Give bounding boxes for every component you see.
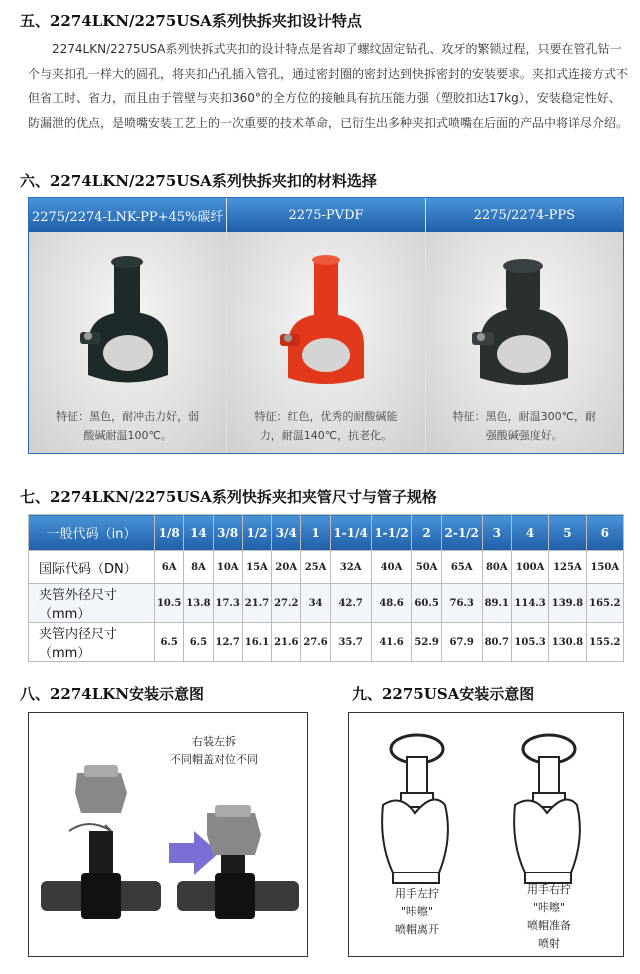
table-cell: 2-1/2 <box>441 515 482 551</box>
usa-left-line1: 用手左拧 <box>395 887 439 900</box>
row-label: 一般代码（in） <box>29 515 155 551</box>
table-cell: 1 <box>301 515 330 551</box>
material-title: 2275/2274-PPS <box>426 198 623 232</box>
table-cell: 3 <box>482 515 511 551</box>
table-cell: 4 <box>511 515 548 551</box>
lkn-install-illustration <box>29 713 307 956</box>
table-cell: 17.3 <box>213 584 242 623</box>
table-cell: 165.2 <box>586 584 623 623</box>
black-clamp-image <box>68 250 188 400</box>
table-cell: 6 <box>586 515 623 551</box>
material-title: 2275/2274-LNK-PP+45%碳纤 <box>29 198 226 232</box>
table-cell: 6A <box>155 551 184 584</box>
table-cell: 21.6 <box>272 623 301 662</box>
table-cell: 14 <box>184 515 213 551</box>
table-cell: 130.8 <box>549 623 586 662</box>
table-cell: 3/4 <box>272 515 301 551</box>
usa-right-line4: 喷射 <box>538 937 560 950</box>
row-label: 夹管内径尺寸（mm） <box>29 623 155 662</box>
table-cell: 2 <box>412 515 441 551</box>
usa-install-diagram <box>348 712 624 957</box>
table-cell: 139.8 <box>549 584 586 623</box>
table-cell: 25A <box>301 551 330 584</box>
table-cell: 15A <box>242 551 271 584</box>
pipe-spec-table <box>28 514 624 662</box>
table-cell: 32A <box>330 551 371 584</box>
table-cell: 114.3 <box>511 584 548 623</box>
lkn-install-diagram <box>28 712 308 957</box>
table-cell: 65A <box>441 551 482 584</box>
table-cell: 35.7 <box>330 623 371 662</box>
material-col-pvdf <box>227 198 425 453</box>
table-cell: 10.5 <box>155 584 184 623</box>
table-cell: 6.5 <box>184 623 213 662</box>
table-cell: 34 <box>301 584 330 623</box>
usa-right-line3: 喷帽准备 <box>527 919 571 932</box>
table-cell: 12.7 <box>213 623 242 662</box>
table-cell: 1/8 <box>155 515 184 551</box>
material-caption: 特征：红色，优秀的耐酸碱能力，耐温140℃，抗老化。 <box>254 410 398 442</box>
table-cell: 40A <box>371 551 412 584</box>
table-cell: 41.6 <box>371 623 412 662</box>
install-note-line1: 右装左拆 <box>192 735 236 748</box>
table-cell: 42.7 <box>330 584 371 623</box>
table-cell: 80A <box>482 551 511 584</box>
table-cell: 67.9 <box>441 623 482 662</box>
table-cell: 50A <box>412 551 441 584</box>
section9-heading: 九、2275USA安装示意图 <box>352 685 535 703</box>
table-cell: 155.2 <box>586 623 623 662</box>
usa-left-line3: 喷帽离开 <box>395 923 439 936</box>
section5-paragraph: 2274LKN/2275USA系列快拆式夹扣的设计特点是省却了螺纹固定钻孔、攻牙的繁锁过程，只要在管孔钻一个与夹扣孔一样大的圆孔，将夹扣凸孔插入管孔，通过密封圈的密封达到快拆密封的安装要求。夹扣式连接方式不但省工时、省力，而且由于管壁与夹扣360°的全方位的接触具有抗压能力强（塑胶扣达17kg），安装稳定性好、防漏泄的优点，是喷嘴安装工艺上的一次重要的技术革命，已衍生出多种夹扣式喷嘴在后面的产品中将详尽介绍。 <box>28 42 629 130</box>
table-cell: 60.5 <box>412 584 441 623</box>
table-cell: 10A <box>213 551 242 584</box>
material-table <box>28 197 624 454</box>
row-label: 国际代码（DN） <box>29 551 155 584</box>
table-cell: 80.7 <box>482 623 511 662</box>
table-cell: 6.5 <box>155 623 184 662</box>
usa-right-line2: "咔嚓" <box>532 901 566 914</box>
section8-heading: 八、2274LKN安装示意图 <box>20 685 205 703</box>
material-col-pps <box>426 198 623 453</box>
table-cell: 1-1/2 <box>371 515 412 551</box>
row-label: 夹管外径尺寸（mm） <box>29 584 155 623</box>
usa-left-line2: "咔嚓" <box>400 905 434 918</box>
table-cell: 27.6 <box>301 623 330 662</box>
table-row <box>29 584 624 623</box>
table-cell: 48.6 <box>371 584 412 623</box>
material-caption: 特征：黑色，耐温300℃，耐强酸碱强度好。 <box>452 410 596 442</box>
table-cell: 105.3 <box>511 623 548 662</box>
table-cell: 76.3 <box>441 584 482 623</box>
table-row <box>29 551 624 584</box>
material-title: 2275-PVDF <box>227 198 424 232</box>
material-caption: 特征：黑色，耐冲击力好，弱酸碱耐温100℃。 <box>56 410 200 442</box>
usa-right-line1: 用手右拧 <box>527 883 571 896</box>
table-row <box>29 623 624 662</box>
table-cell: 20A <box>272 551 301 584</box>
table-cell: 89.1 <box>482 584 511 623</box>
material-col-pp <box>29 198 227 453</box>
table-cell: 3/8 <box>213 515 242 551</box>
section7-heading: 七、2274LKN/2275USA系列快拆夹扣夹管尺寸与管子规格 <box>20 488 437 506</box>
table-cell: 150A <box>586 551 623 584</box>
section5-heading: 五、2274LKN/2275USA系列快拆夹扣设计特点 <box>20 12 362 30</box>
table-cell: 21.7 <box>242 584 271 623</box>
black-pps-clamp-image <box>464 250 584 400</box>
install-note-line2: 不同帽盖对位不同 <box>170 753 258 766</box>
red-clamp-image <box>266 250 386 400</box>
table-header-row <box>29 515 624 551</box>
table-cell: 5 <box>549 515 586 551</box>
table-cell: 27.2 <box>272 584 301 623</box>
table-cell: 8A <box>184 551 213 584</box>
table-cell: 52.9 <box>412 623 441 662</box>
section6-heading: 六、2274LKN/2275USA系列快拆夹扣的材料选择 <box>20 172 377 190</box>
table-cell: 100A <box>511 551 548 584</box>
table-cell: 1-1/4 <box>330 515 371 551</box>
table-cell: 13.8 <box>184 584 213 623</box>
table-cell: 16.1 <box>242 623 271 662</box>
table-cell: 1/2 <box>242 515 271 551</box>
table-cell: 125A <box>549 551 586 584</box>
